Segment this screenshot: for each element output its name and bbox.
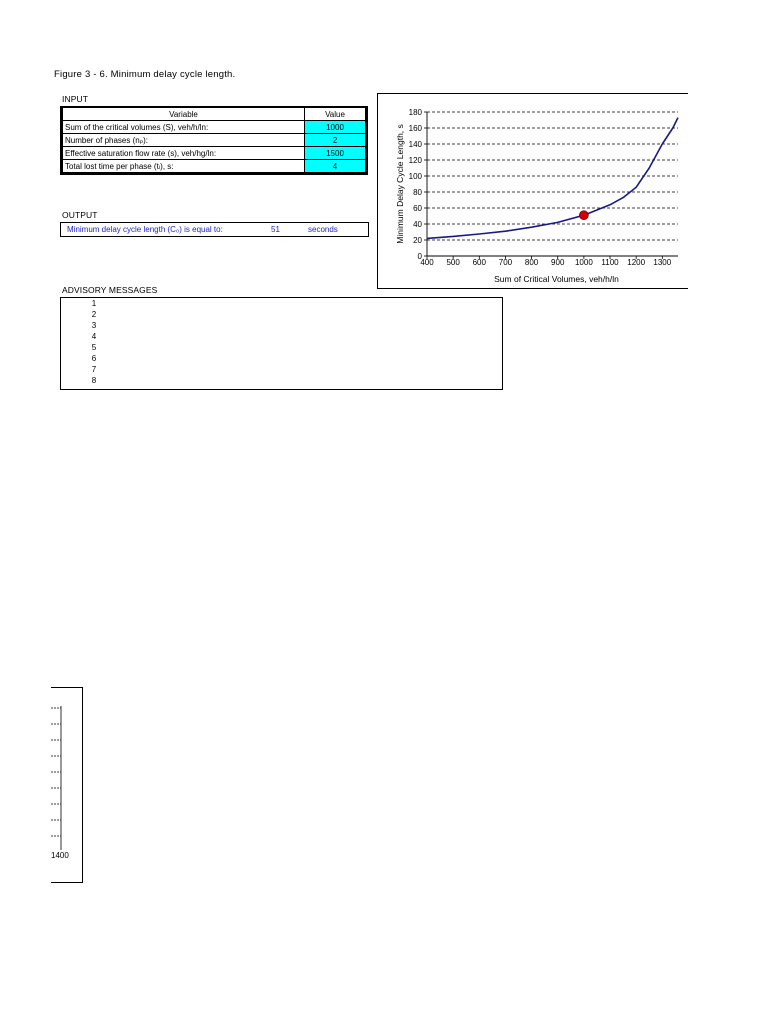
- y-tick-label: 160: [408, 124, 422, 133]
- y-tick-label: 40: [413, 220, 422, 229]
- y-tick-label: 80: [413, 188, 422, 197]
- advisory-line-number: 7: [91, 365, 97, 374]
- input-row: [63, 121, 366, 134]
- x-tick-label: 500: [446, 258, 460, 267]
- x-tick-label: 600: [472, 258, 486, 267]
- input-table-container: [60, 106, 368, 175]
- x-tick-label: 700: [498, 258, 513, 267]
- input-value-cell[interactable]: 1500: [305, 147, 366, 160]
- y-tick-label: 180: [408, 108, 422, 117]
- input-variable-label: Sum of the critical volumes (S), veh/h/ln:: [63, 121, 305, 134]
- output-text: Minimum delay cycle length (C₀) is equal to:: [67, 225, 223, 234]
- min-delay-cycle-chart: [378, 94, 688, 288]
- input-header-row: [63, 108, 366, 121]
- y-axis-label: Minimum Delay Cycle Length, s: [395, 124, 405, 244]
- advisory-line-number: 3: [91, 321, 97, 330]
- y-tick-label: 0: [417, 252, 422, 261]
- y-tick-label: 60: [413, 204, 422, 213]
- partial-chart-tick-label: 1400: [51, 851, 69, 860]
- x-axis-label: Sum of Critical Volumes, veh/h/ln: [494, 274, 619, 284]
- input-variable-label: Number of phases (nₚ):: [63, 134, 305, 147]
- input-row: [63, 134, 366, 147]
- y-tick-label: 20: [413, 236, 422, 245]
- advisory-line-number: 6: [91, 354, 97, 363]
- input-row: [63, 160, 366, 173]
- x-tick-label: 400: [420, 258, 434, 267]
- chart-frame: [377, 93, 688, 289]
- x-tick-label: 1200: [627, 258, 646, 267]
- y-tick-label: 140: [408, 140, 422, 149]
- x-tick-label: 1100: [601, 258, 619, 267]
- input-value-cell[interactable]: 1000: [305, 121, 366, 134]
- x-tick-label: 1300: [653, 258, 672, 267]
- highlight-point: [579, 211, 588, 220]
- x-tick-label: 900: [551, 258, 565, 267]
- x-tick-label: 800: [524, 258, 539, 267]
- advisory-line-number: 8: [91, 376, 97, 385]
- input-value-cell[interactable]: 2: [305, 134, 366, 147]
- series-line: [427, 118, 678, 239]
- input-table: [62, 107, 366, 173]
- advisory-line-number: 2: [91, 310, 97, 319]
- input-section-label: INPUT: [62, 94, 88, 104]
- advisory-messages-box: [60, 297, 503, 390]
- header-variable: Variable: [63, 108, 305, 121]
- y-tick-label: 100: [408, 172, 422, 181]
- input-value-cell[interactable]: 4: [305, 160, 366, 173]
- input-row: [63, 147, 366, 160]
- input-variable-label: Effective saturation flow rate (s), veh/hg/ln:: [63, 147, 305, 160]
- advisory-line-number: 5: [91, 343, 97, 352]
- advisory-section-label: ADVISORY MESSAGES: [62, 285, 158, 295]
- input-variable-label: Total lost time per phase (tₗ), s:: [63, 160, 305, 173]
- header-value: Value: [305, 108, 366, 121]
- output-section-label: OUTPUT: [62, 210, 98, 220]
- advisory-line-number: 4: [91, 332, 97, 341]
- output-box: [60, 222, 369, 237]
- y-tick-label: 120: [408, 156, 422, 165]
- output-unit: seconds: [308, 225, 338, 234]
- figure-title: Figure 3 - 6. Minimum delay cycle length.: [54, 69, 236, 80]
- output-value: 51: [271, 225, 280, 234]
- partial-chart-frame: [51, 687, 83, 883]
- advisory-line-number: 1: [91, 299, 97, 308]
- x-tick-label: 1000: [574, 258, 593, 267]
